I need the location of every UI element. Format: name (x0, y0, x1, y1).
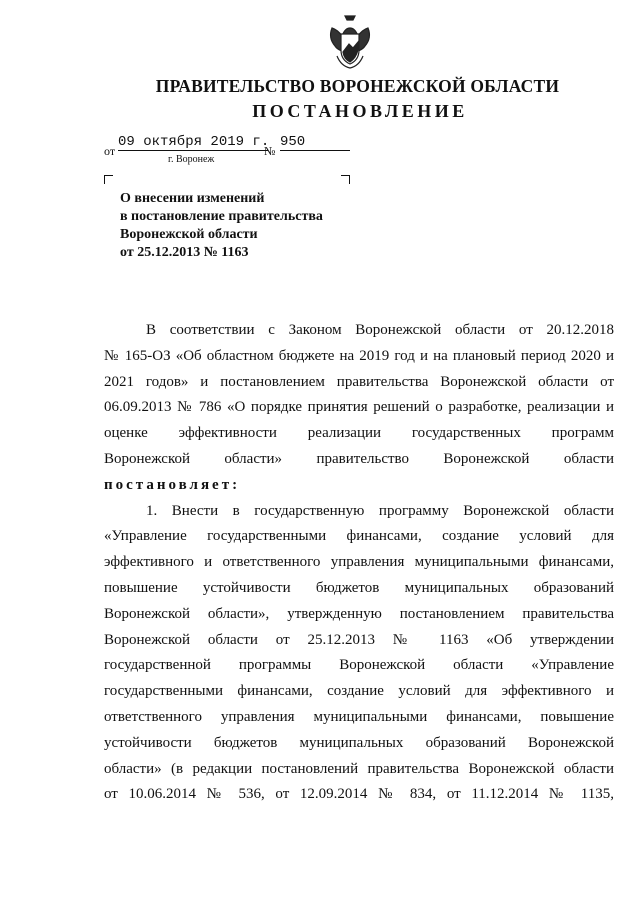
body-line: В соответствии с Законом Воронежской области от 20.12.2018 (146, 322, 614, 338)
number-prefix: № (264, 144, 276, 158)
corner-mark-left (104, 175, 113, 184)
subject-line: в постановление правительства (120, 209, 323, 224)
body-line: от 10.06.2014 № 536, от 12.09.2014 № 834, от 11.12.2014 № 1135, (104, 786, 614, 803)
body-line: устойчивости бюджетов муниципальных образований Воронежской (104, 734, 614, 751)
government-title: ПРАВИТЕЛЬСТВО ВОРОНЕЖСКОЙ ОБЛАСТИ (155, 76, 560, 96)
body-line: государственными финансами, создание условий для эффективного и (104, 683, 614, 700)
body-line: 06.09.2013 № 786 «О порядке принятия решений о разработке, реализации и (104, 399, 614, 416)
document-number: 950 (280, 134, 350, 151)
document-body (104, 318, 614, 808)
body-line: области» (в редакции постановлений правительства Воронежской области (104, 760, 614, 777)
body-line: Воронежской области», утвержденную постановлением правительства (104, 605, 614, 622)
body-line-decree: постановляет: (104, 476, 241, 493)
body-line: эффективного и ответственного управления муниципальными финансами, (104, 554, 614, 571)
body-line: 2021 годов» и постановлением правительства Воронежской области от (104, 373, 614, 390)
body-line: оценке эффективности реализации государственных программ (104, 425, 614, 442)
subject-line: Воронежской области (120, 227, 258, 242)
body-line: Воронежской области от 25.12.2013 № 1163 «Об утверждении (104, 631, 614, 648)
body-line: № 165-ОЗ «Об областном бюджете на 2019 год и на плановый период 2020 и (104, 347, 614, 364)
subject-line: от 25.12.2013 № 1163 (120, 245, 249, 260)
body-line: ответственного управления муниципальными финансами, повышение (104, 708, 614, 725)
body-line: Воронежской области» правительство Воронежской области (104, 450, 614, 467)
subject-line: О внесении изменений (120, 191, 265, 206)
body-line: повышение устойчивости бюджетов муниципальных образований (104, 579, 614, 596)
coat-of-arms-icon (327, 12, 373, 72)
city: г. Воронеж (168, 154, 215, 165)
date-prefix: от (104, 144, 116, 158)
body-line: 1. Внести в государственную программу Воронежской области (146, 502, 614, 519)
document-type: ПОСТАНОВЛЕНИЕ (252, 101, 468, 121)
corner-mark-right (341, 175, 350, 184)
body-line: государственной программы Воронежской области «Управление (104, 657, 614, 674)
document-date: 09 октября 2019 г. (118, 134, 270, 150)
document-subject (120, 190, 323, 262)
body-line: «Управление государственными финансами, создание условий для (104, 528, 614, 545)
